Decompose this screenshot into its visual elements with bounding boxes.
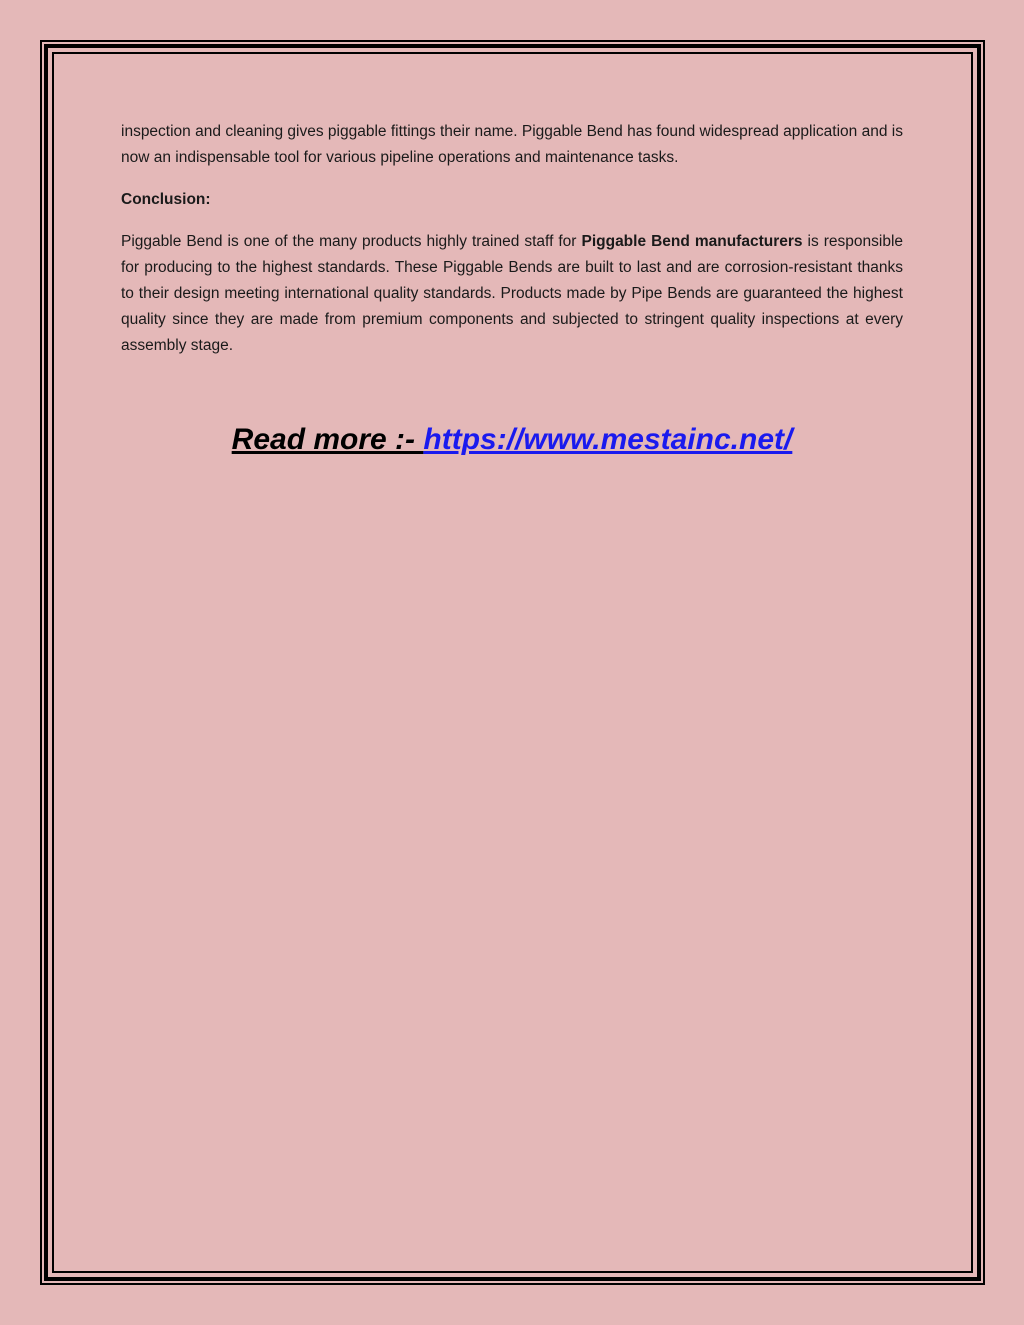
conclusion-heading: Conclusion: (121, 191, 211, 208)
conclusion-bold-term: Piggable Bend manufacturers (581, 233, 803, 250)
read-more-link[interactable]: https://www.mestainc.net/ (423, 423, 793, 456)
document-body (121, 119, 903, 359)
read-more-line (0, 420, 1024, 460)
read-more-label: Read more :- (231, 423, 424, 456)
conclusion-paragraph (121, 229, 903, 359)
intro-paragraph: inspection and cleaning gives piggable fittings their name. Piggable Bend has found widespread application and is now an indispensable tool for various pipeline operations and maintenance tasks. (121, 123, 903, 166)
conclusion-text-part2: is responsible for producing to the highest standards. These Piggable Bends are built to last and are corrosion-resistant thanks to their design meeting international quality standards. Products made by Pipe Bends are guaranteed the highest quality since they are made from premium components and subjected to stringent quality inspections at every assembly stage. (121, 233, 904, 354)
conclusion-text-part1: Piggable Bend is one of the many products highly trained staff for (121, 233, 582, 250)
